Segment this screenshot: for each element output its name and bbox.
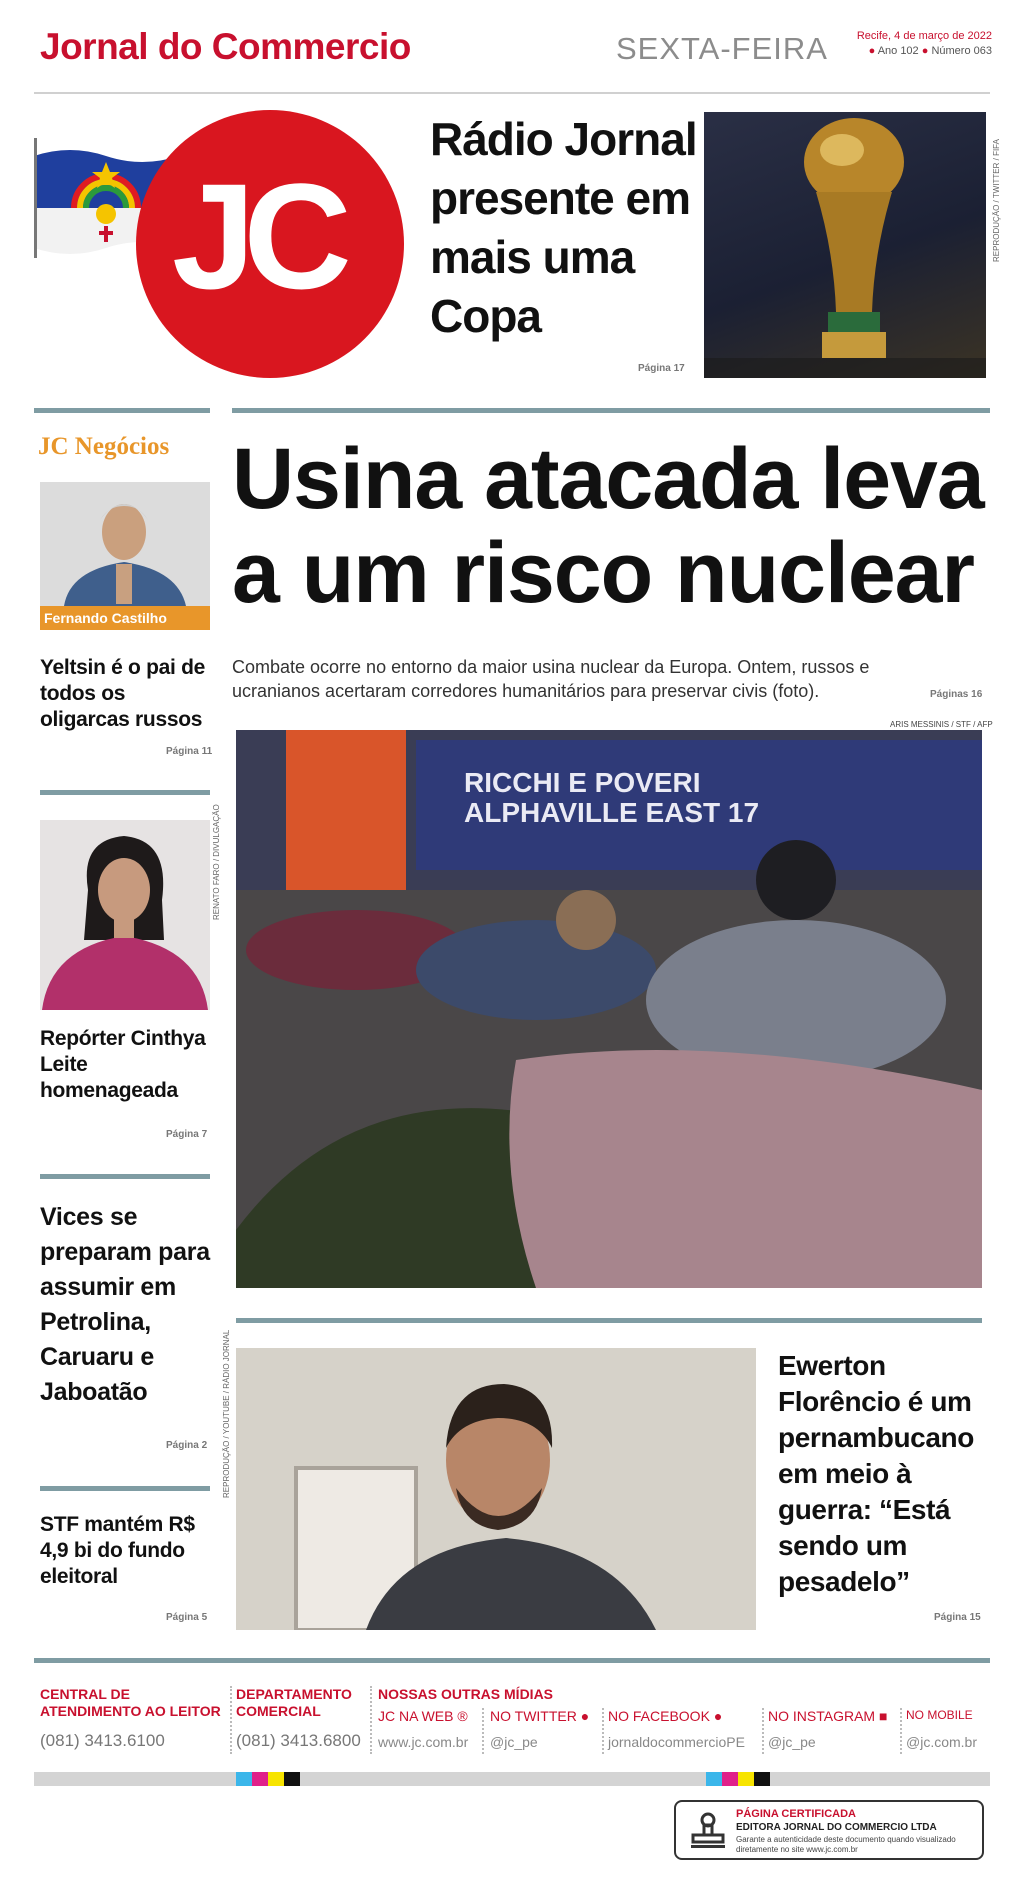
sidebar-headline[interactable]: Vices se preparam para assumir em Petrolina, Caruaru e Jaboatão: [40, 1203, 210, 1406]
jc-logo-letters: JC: [172, 152, 340, 320]
instagram-icon: ■: [878, 1708, 888, 1724]
columnist-portrait-icon: [40, 482, 210, 606]
trophy-icon: [704, 112, 986, 378]
sidebar-headline[interactable]: Repórter Cinthya Leite homenageada: [40, 1027, 206, 1102]
instagram-handle[interactable]: @jc_pe: [768, 1734, 816, 1750]
feature-headline[interactable]: Ewerton Florêncio é um pernambucano em meio à guerra: “Está sendo um pesadelo”: [778, 1350, 974, 1597]
promo-page-ref: Página 17: [638, 363, 685, 374]
sidebar-page-ref: Página 11: [166, 746, 213, 757]
shelter-sign-text: RICCHI E POVERI ALPHAVILLE EAST 17: [464, 767, 760, 828]
reporter-photo-credit: RENATO FARO / DIVULGAÇÃO: [212, 804, 221, 920]
commercial-phone[interactable]: (081) 3413.6800: [236, 1731, 361, 1750]
yellow-swatch: [738, 1772, 754, 1786]
footer-bar: [34, 1772, 990, 1786]
footer-divider: [602, 1708, 604, 1754]
edition-number: Número 063: [931, 45, 992, 57]
sidebar-rule: [34, 408, 210, 413]
sidebar-rule: [40, 1174, 210, 1179]
number-bullet-icon: ●: [921, 45, 929, 57]
footer-divider: [482, 1708, 484, 1754]
dateline: [820, 29, 992, 59]
certified-page-box[interactable]: [674, 1800, 984, 1860]
certified-note: Garante a autenticidade deste documento quando visualizado diretamente no site www.jc.com.br: [736, 1835, 956, 1854]
sidebar-headline[interactable]: STF mantém R$ 4,9 bi do fundo eleitoral: [40, 1513, 195, 1588]
footer-divider: [370, 1686, 372, 1754]
sidebar-headline[interactable]: Yeltsin é o pai de todos os oligarcas russos: [40, 656, 205, 731]
footer-divider: [230, 1686, 232, 1754]
cyan-swatch: [236, 1772, 252, 1786]
footer-rule: [34, 1658, 990, 1663]
twitter-label[interactable]: [490, 1708, 589, 1724]
weekday: SEXTA-FEIRA: [616, 31, 828, 66]
main-photo-credit: ARIS MESSINIS / STF / AFP: [890, 720, 993, 729]
world-cup-trophy-photo[interactable]: [704, 112, 986, 378]
black-swatch: [284, 1772, 300, 1786]
refugees-shelter-photo[interactable]: [236, 730, 982, 1288]
certified-title: PÁGINA CERTIFICADA: [736, 1808, 856, 1820]
logo-area[interactable]: [34, 110, 404, 380]
commercial-label: DEPARTAMENTO COMERCIAL: [236, 1686, 352, 1719]
mobile-handle[interactable]: @jc.com.br: [906, 1734, 977, 1750]
main-page-ref: Páginas 16: [930, 689, 983, 700]
twitter-handle[interactable]: @jc_pe: [490, 1734, 538, 1750]
other-media-label: NOSSAS OUTRAS MÍDIAS: [378, 1686, 554, 1702]
promo-headline[interactable]: Rádio Jornal presente em mais uma Copa: [430, 113, 697, 342]
twitter-label-text: NO TWITTER: [490, 1708, 577, 1724]
facebook-label-text: NO FACEBOOK: [608, 1708, 710, 1724]
magenta-swatch: [722, 1772, 738, 1786]
sidebar-rule: [40, 790, 210, 795]
masthead-rule: [34, 92, 990, 94]
columnist-name: Fernando Castilho: [40, 606, 210, 630]
black-swatch: [754, 1772, 770, 1786]
stamp-icon: [688, 1811, 728, 1851]
feature-photo-credit: REPRODUÇÃO / YOUTUBE / RÁDIO JORNAL: [222, 1329, 231, 1498]
sidebar-page-ref: Página 7: [166, 1129, 208, 1140]
web-label[interactable]: [378, 1708, 468, 1724]
instagram-label[interactable]: [768, 1708, 887, 1724]
reporter-portrait-icon: [40, 820, 210, 1010]
year-bullet-icon: ●: [868, 45, 876, 57]
promo-photo-credit: REPRODUÇÃO / TWITTER / FIFA: [992, 139, 1001, 262]
magenta-swatch: [252, 1772, 268, 1786]
registered-icon: ®: [457, 1708, 468, 1724]
facebook-label[interactable]: [608, 1708, 722, 1724]
sidebar-page-ref: Página 2: [166, 1440, 208, 1451]
edition-year: Ano 102: [877, 45, 919, 57]
main-headline[interactable]: Usina atacada leva a um risco nuclear: [232, 431, 984, 621]
reader-service-phone[interactable]: (081) 3413.6100: [40, 1731, 165, 1750]
feature-rule: [236, 1318, 982, 1323]
cyan-swatch: [706, 1772, 722, 1786]
twitter-icon: ●: [580, 1708, 590, 1724]
web-label-text: JC NA WEB: [378, 1708, 454, 1724]
interviewee-icon: [236, 1348, 756, 1630]
reader-service-label: CENTRAL DE ATENDIMENTO AO LEITOR: [40, 1686, 221, 1719]
certified-publisher: EDITORA JORNAL DO COMMERCIO LTDA: [736, 1822, 937, 1833]
main-deck: Combate ocorre no entorno da maior usina nuclear da Europa. Ontem, russos e ucranianos acertaram corredores humanitários para preservar civis (foto).: [232, 657, 870, 701]
color-registration-mark-left: [236, 1772, 300, 1786]
sidebar-page-ref: Página 5: [166, 1612, 208, 1623]
yellow-swatch: [268, 1772, 284, 1786]
footer-divider: [900, 1708, 902, 1754]
columnist-photo[interactable]: [40, 482, 210, 630]
facebook-page[interactable]: jornaldocommercioPE: [608, 1734, 745, 1750]
feature-page-ref: Página 15: [934, 1612, 981, 1623]
mobile-label[interactable]: NO MOBILE: [906, 1708, 973, 1722]
color-registration-mark-right: [706, 1772, 770, 1786]
date-text: Recife, 4 de março de 2022: [856, 30, 992, 42]
jc-negocios-label[interactable]: JC Negócios: [38, 433, 170, 460]
footer-divider: [762, 1708, 764, 1754]
reporter-photo[interactable]: [40, 820, 210, 1010]
facebook-icon: ●: [713, 1708, 723, 1724]
interview-video-still[interactable]: [236, 1348, 756, 1630]
masthead-title[interactable]: Jornal do Commercio: [40, 26, 411, 67]
main-rule: [232, 408, 990, 413]
instagram-label-text: NO INSTAGRAM: [768, 1708, 876, 1724]
web-url[interactable]: www.jc.com.br: [378, 1734, 469, 1750]
sidebar-rule: [40, 1486, 210, 1491]
